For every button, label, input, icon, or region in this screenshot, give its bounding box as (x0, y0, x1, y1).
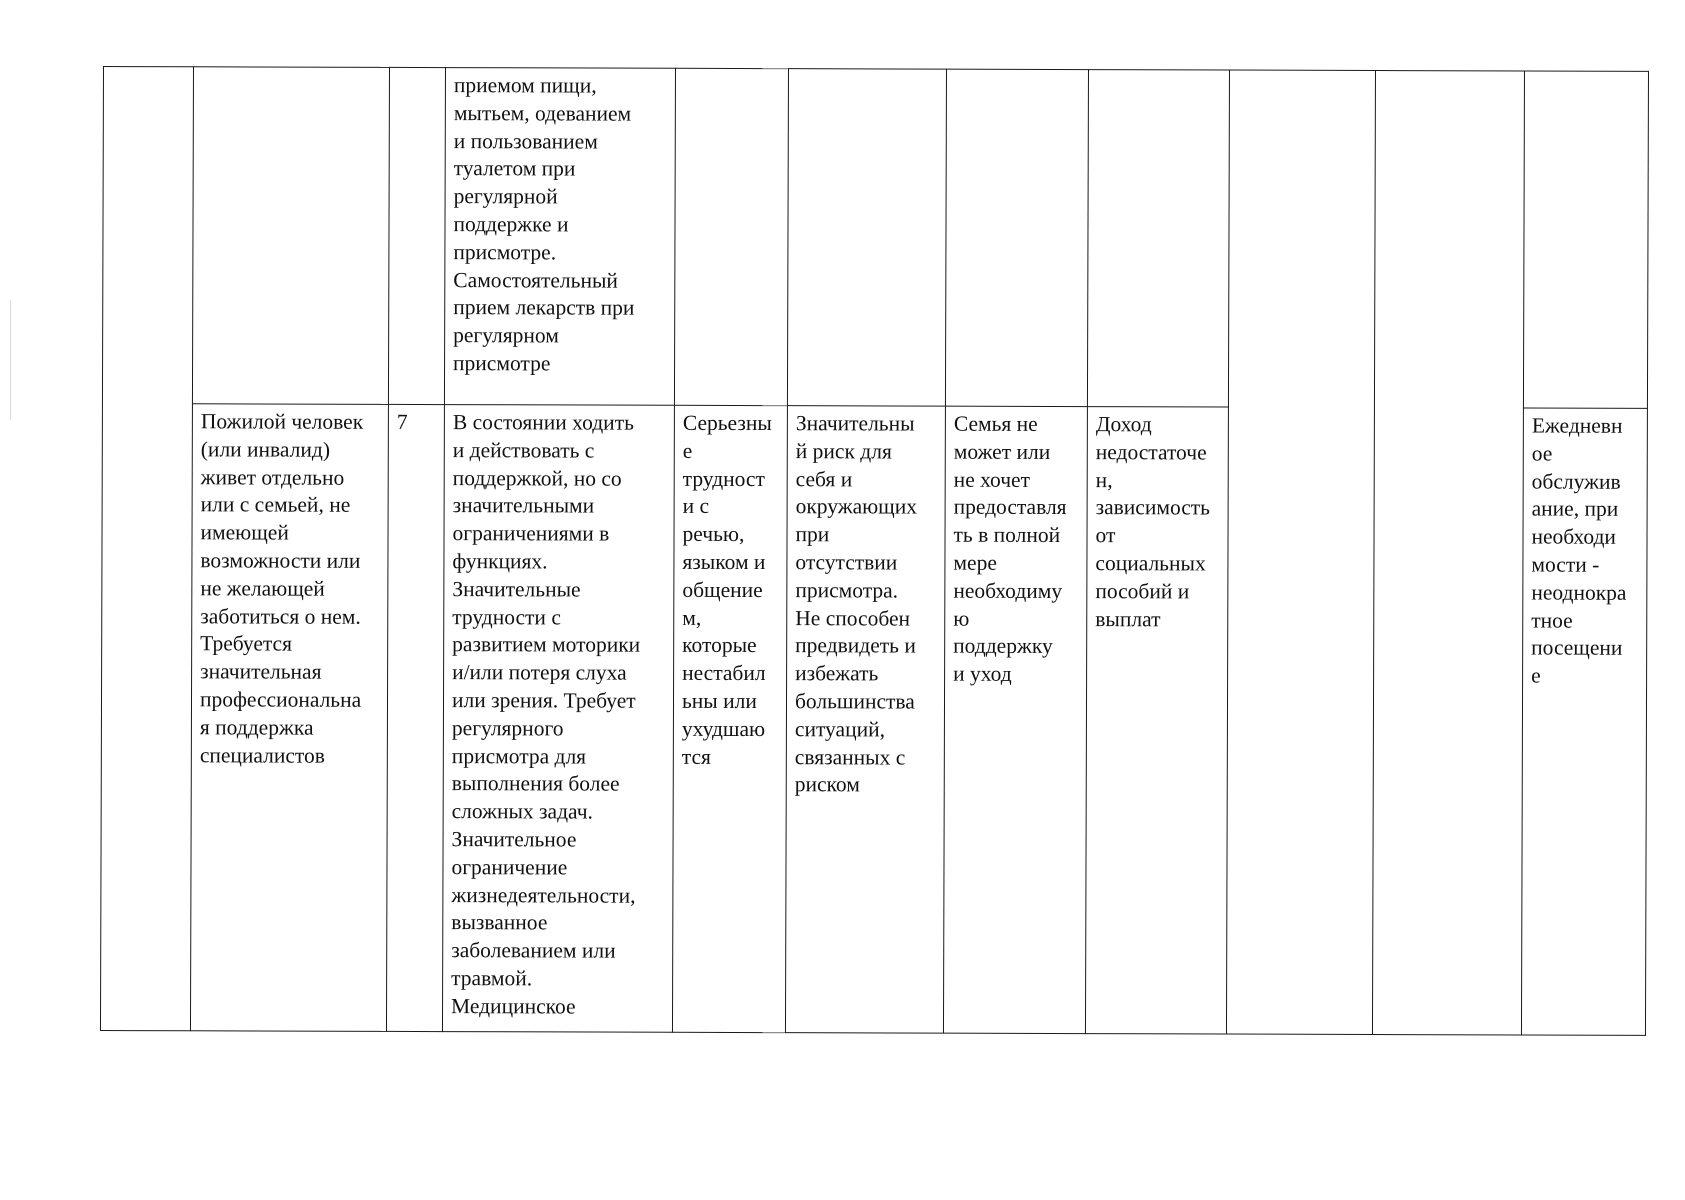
table-cell-blank (945, 69, 1088, 406)
family-text: Семья не может или не хочет предоставля ть в полной мере необходиму ю поддержку и уход (953, 411, 1067, 687)
table-cell-score (386, 404, 444, 1031)
table-cell-blank (674, 68, 788, 405)
table-cell-frequency (1521, 408, 1647, 1035)
risk-text: Значительны й риск для себя и окружающих при отсутствии присмотра. Не способен предвидеть и избежать большинства ситуаций, связанных с риском (794, 411, 918, 797)
table-cell-blank (787, 69, 946, 406)
income-text: Доход недостаточе н, зависимость от социальных пособий и выплат (1095, 412, 1211, 631)
table-row (102, 67, 1648, 409)
frequency-text: Ежедневн ое обслужив ание, при необходи мости - неоднокра тное посещени е (1531, 413, 1627, 688)
table-cell-blank (1372, 70, 1524, 1034)
table-cell-family (943, 406, 1087, 1033)
table-cell-blank (1523, 71, 1648, 408)
table-cell-blank (100, 67, 193, 1031)
table-cell-blank (388, 67, 445, 404)
score-text: 7 (396, 409, 408, 434)
table-cell-function (444, 68, 675, 406)
table-cell-blank (192, 67, 389, 405)
category-text: Пожилой человек (или инвалид) живет отдельно или с семьей, не имеющей возможности или не желающей заботиться о нем. Требуется значительная профессиональна я поддержка специалистов (199, 409, 364, 768)
scan-edge-mark (10, 300, 11, 420)
table-cell-blank (1087, 70, 1229, 407)
table-cell-category (190, 404, 388, 1032)
table-cell-income (1085, 407, 1228, 1034)
table-cell-function (442, 405, 674, 1033)
table-cell-blank (1226, 70, 1375, 1034)
assessment-table (100, 66, 1649, 1036)
function-text: В состоянии ходить и действовать с поддержкой, но со значительными ограничениями в функциях. Значительные трудности с развитием моторики и/или потеря слуха или зрения. Требует регулярного присмотра для выполнения более сложных задач. Значительное ограничение жизнедеятельности, вызванное заболеванием или травмой. Медицинское (451, 410, 641, 1019)
speech-text: Серьезны е трудност и с речью, языком и общение м, которые нестабил ьны или ухудшаю тся (681, 410, 772, 769)
table-cell-risk (785, 406, 945, 1033)
table-cell-speech (672, 405, 787, 1032)
function-text: приемом пищи, мытьем, одеванием и пользованием туалетом при регулярной поддержке и присмотре. Самостоятельный прием лекарств при регулярном присмотре (453, 73, 635, 376)
